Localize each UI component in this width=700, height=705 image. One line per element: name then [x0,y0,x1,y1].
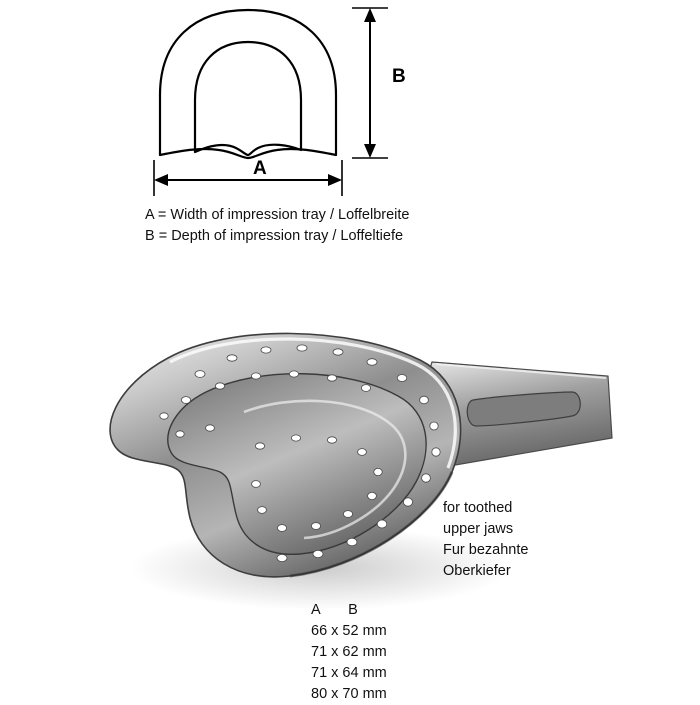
size-row: 71 x 62 mm [311,644,387,660]
size-row: 66 x 52 mm [311,623,387,639]
caption-line-3: Fur bezahnte [443,542,529,558]
dimension-arrow-b [352,8,388,158]
tray-outline-diagram [120,0,560,200]
size-row: 80 x 70 mm [311,686,387,702]
caption-line-1: for toothed [443,500,513,516]
tray-inner-contour [195,42,301,155]
caption-line-2: upper jaws [443,521,514,537]
caption-line-4: Oberkiefer [443,563,511,579]
size-table-header: A B [311,602,358,618]
size-table [311,600,531,705]
legend-line-a: A = Width of impression tray / Loffelbreite [145,207,410,223]
legend [145,205,565,247]
legend-line-b: B = Depth of impression tray / Loffeltiefe [145,228,404,244]
dimension-arrow-a [154,160,342,196]
tray-outline-shape [160,10,336,158]
size-row: 71 x 64 mm [311,665,387,681]
dimension-label-a: A [253,158,267,179]
product-caption [443,498,643,582]
tray-outer-contour [160,10,336,158]
dimension-label-b: B [392,66,406,87]
